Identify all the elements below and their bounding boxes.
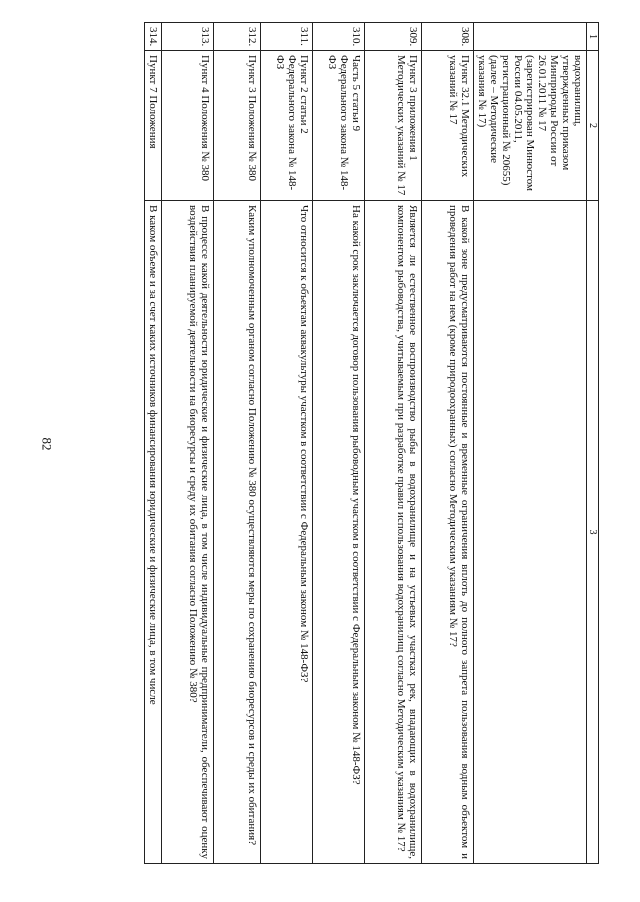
row-source: Пункт 32.1 Методических указаний № 17 — [422, 51, 474, 201]
row-source: Пункт 3 приложения 1 Методических указаний № 17 — [365, 51, 422, 201]
row-question: Является ли естественное воспроизводство рыбы в водохранилище и на устьевых участках рек, впадающих в водохранилище, компонентом рыбоводства, учитываемым при разработке правил использования водохранилищ согласно Методическим указаниям № 17? — [365, 201, 422, 864]
row-question — [474, 201, 587, 864]
page-number: 82 — [39, 437, 55, 451]
row-source: Пункт 4 Положения № 380 — [162, 51, 214, 201]
row-number: 313. — [162, 23, 214, 51]
row-question: В каком объеме и за счет каких источников финансирования юридические и физические лица, в том числе — [145, 201, 162, 864]
table-row — [422, 23, 474, 864]
row-question: В процессе какой деятельности юридические и физические лица, в том числе индивидуальные предприниматели, обеспечивают оценку воздействия планируемой деятельности на биоресурсы и среду их обитания согласно Положению № 380? — [162, 201, 214, 864]
row-question: В какой зоне предусматриваются постоянные и временные ограничения вплоть до полного запрета пользования водным объектом и проведения работ на нем (кроме природоохранных) согласно Методическим указаниям № 17? — [422, 201, 474, 864]
table-row — [162, 23, 214, 864]
header-col-question: 3 — [587, 201, 599, 864]
header-col-source: 2 — [587, 51, 599, 201]
row-source: Пункт 3 Положения № 380 — [214, 51, 261, 201]
table-header-row — [587, 23, 599, 864]
table-row — [365, 23, 422, 864]
row-source: Пункт 7 Положения — [145, 51, 162, 201]
questions-table — [144, 22, 599, 864]
row-question: Каким уполномоченным органом согласно Положению № 380 осуществляются меры по сохранению биоресурсов и среды их обитания? — [214, 201, 261, 864]
table-row — [474, 23, 587, 864]
table-row — [313, 23, 365, 864]
row-number: 312. — [214, 23, 261, 51]
table-row — [261, 23, 313, 864]
table-row — [145, 23, 162, 864]
row-question: На какой срок заключается договор пользования рыбоводным участком в соответствии с Федеральным законом № 148-ФЗ? — [313, 201, 365, 864]
row-question: Что относится к объектам аквакультуры участком в соответствии с Федеральным законом № 148-ФЗ? — [261, 201, 313, 864]
row-number: 309. — [365, 23, 422, 51]
row-number: 314. — [145, 23, 162, 51]
row-number: 310. — [313, 23, 365, 51]
table-row — [214, 23, 261, 864]
rotated-page-content — [144, 22, 599, 864]
row-source: Часть 5 статьи 9 Федерального закона № 148-ФЗ — [313, 51, 365, 201]
row-number — [474, 23, 587, 51]
row-number: 308. — [422, 23, 474, 51]
row-source: Пункт 2 статьи 2 Федерального закона № 148-ФЗ — [261, 51, 313, 201]
row-number: 311. — [261, 23, 313, 51]
row-source: водохранилищ, утвержденных приказом Минприроды России от 26.01.2011 № 17 (зарегистрирован Минюстом России 04.05.2011, регистрационный № 20655) (далее – Методические указания № 17) — [474, 51, 587, 201]
header-col-number: 1 — [587, 23, 599, 51]
